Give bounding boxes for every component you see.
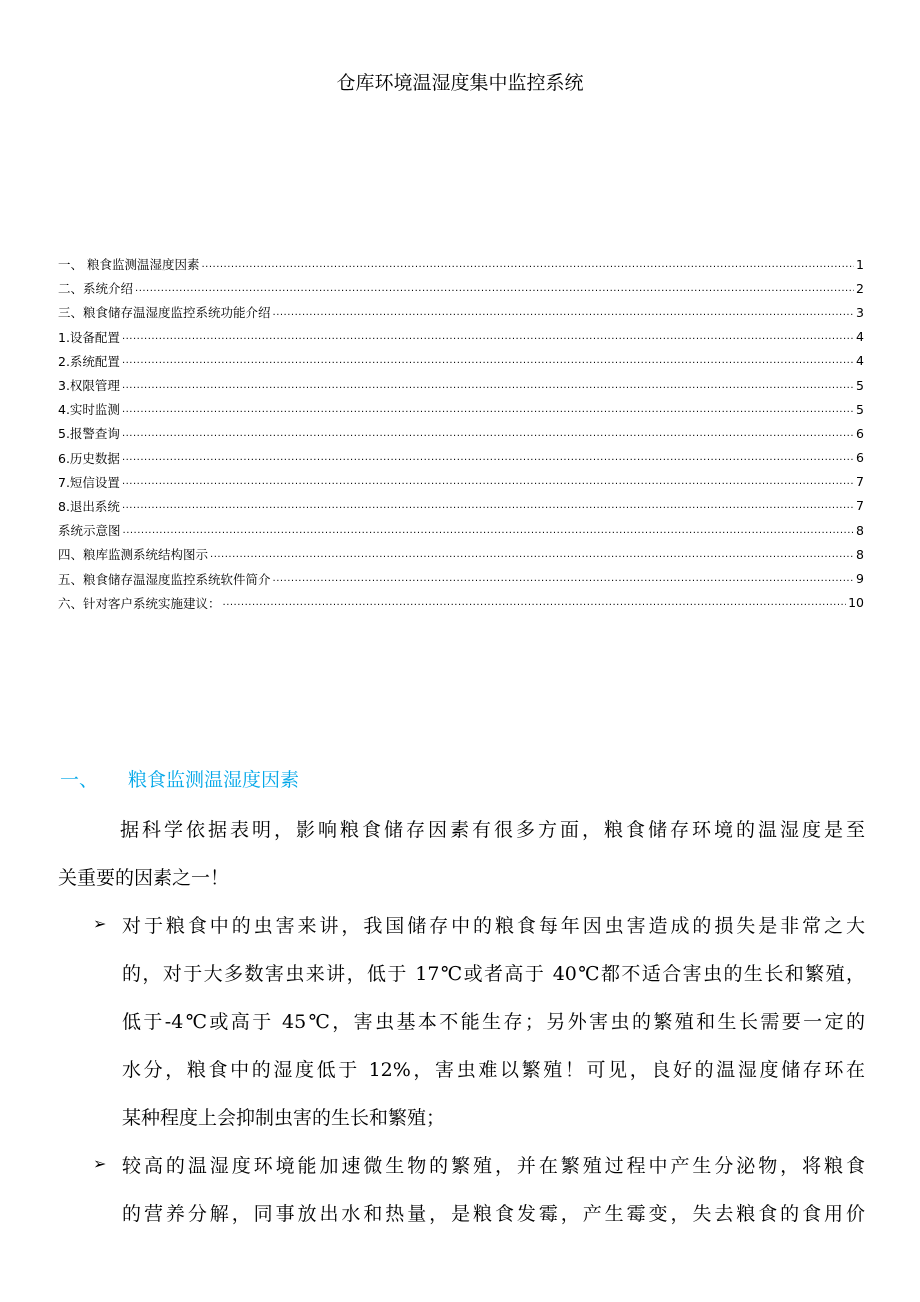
toc-page-number: 8 [856, 522, 864, 538]
toc-entry[interactable] [58, 373, 864, 397]
paragraph-line: 的，对于大多数害虫来讲，低于 17℃或者高于 40℃都不适合害虫的生长和繁殖， [122, 963, 865, 985]
toc-label: 8.退出系统 [58, 498, 120, 514]
toc-leader [122, 476, 854, 487]
paragraph-line: 的营养分解，同事放出水和热量，是粮食发霉，产生霉变，失去粮食的食用价 [122, 1203, 865, 1225]
bullet-arrow-icon: ➢ [93, 1154, 107, 1173]
toc-leader [273, 307, 855, 318]
toc-leader [122, 355, 854, 366]
toc-entry[interactable] [58, 470, 864, 494]
paragraph-line: 较高的温湿度环境能加速微生物的繁殖，并在繁殖过程中产生分泌物，将粮食 [122, 1155, 865, 1177]
toc-page-number: 6 [856, 425, 864, 441]
toc-label: 四、粮库监测系统结构图示 [58, 547, 209, 563]
toc-entry[interactable] [58, 397, 864, 421]
toc-page-number: 10 [848, 595, 864, 611]
toc-entry[interactable] [58, 252, 864, 276]
toc-leader [210, 549, 854, 560]
toc-page-number: 4 [856, 329, 864, 345]
toc-entry[interactable] [58, 276, 864, 300]
toc-leader [122, 452, 854, 463]
toc-entry[interactable] [58, 446, 864, 470]
toc-label: 一、 粮食监测温湿度因素 [58, 257, 200, 273]
paragraph-line: 某种程度上会抑制虫害的生长和繁殖； [122, 1107, 446, 1129]
toc-page-number: 1 [856, 256, 864, 272]
toc-page-number: 8 [856, 546, 864, 562]
toc-leader [122, 428, 854, 439]
toc-leader [122, 500, 854, 511]
toc-entry[interactable] [58, 300, 864, 324]
table-of-contents [58, 252, 864, 615]
toc-leader [122, 404, 854, 415]
toc-entry[interactable] [58, 494, 864, 518]
toc-entry[interactable] [58, 421, 864, 445]
toc-page-number: 9 [856, 571, 864, 587]
section-heading [60, 765, 299, 792]
toc-label: 系统示意图 [58, 523, 121, 539]
toc-page-number: 3 [856, 304, 864, 320]
paragraph-line: 据科学依据表明，影响粮食储存因素有很多方面，粮食储存环境的温湿度是至 [120, 819, 865, 841]
toc-leader [273, 573, 855, 584]
toc-entry[interactable] [58, 591, 864, 615]
toc-page-number: 6 [856, 450, 864, 466]
section-number: 一、 [60, 769, 99, 791]
toc-entry[interactable] [58, 566, 864, 590]
toc-label: 6.历史数据 [58, 450, 120, 466]
toc-entry[interactable] [58, 518, 864, 542]
toc-page-number: 7 [856, 474, 864, 490]
toc-leader [123, 525, 855, 536]
toc-page-number: 2 [856, 280, 864, 296]
paragraph-line: 水分，粮食中的湿度低于 12%，害虫难以繁殖！可见，良好的温湿度储存环在 [122, 1059, 865, 1081]
toc-leader [122, 331, 854, 342]
toc-label: 2.系统配置 [58, 353, 120, 369]
toc-label: 7.短信设置 [58, 474, 120, 490]
toc-page-number: 4 [856, 353, 864, 369]
toc-leader [122, 380, 854, 391]
toc-leader [201, 259, 854, 270]
toc-label: 三、粮食储存温湿度监控系统功能介绍 [58, 305, 271, 321]
toc-label: 五、粮食储存温湿度监控系统软件简介 [58, 571, 271, 587]
bullet-arrow-icon: ➢ [93, 914, 107, 933]
toc-entry[interactable] [58, 349, 864, 373]
toc-label: 3.权限管理 [58, 378, 120, 394]
paragraph-line: 对于粮食中的虫害来讲，我国储存中的粮食每年因虫害造成的损失是非常之大 [122, 915, 865, 937]
toc-label: 六、针对客户系统实施建议： [58, 595, 221, 611]
section-title: 粮食监测温湿度因素 [128, 769, 300, 791]
toc-label: 4.实时监测 [58, 402, 120, 418]
toc-leader [223, 597, 847, 608]
paragraph-line: 低于-4℃或高于 45℃，害虫基本不能生存；另外害虫的繁殖和生长需要一定的 [122, 1011, 865, 1033]
toc-entry[interactable] [58, 542, 864, 566]
paragraph-line: 关重要的因素之一！ [58, 867, 230, 889]
toc-leader [135, 283, 854, 294]
toc-entry[interactable] [58, 325, 864, 349]
document-title: 仓库环境温湿度集中监控系统 [336, 72, 584, 94]
toc-page-number: 5 [856, 401, 864, 417]
toc-label: 二、系统介绍 [58, 281, 134, 297]
toc-label: 5.报警查询 [58, 426, 120, 442]
toc-label: 1.设备配置 [58, 329, 120, 345]
toc-page-number: 5 [856, 377, 864, 393]
toc-page-number: 7 [856, 498, 864, 514]
